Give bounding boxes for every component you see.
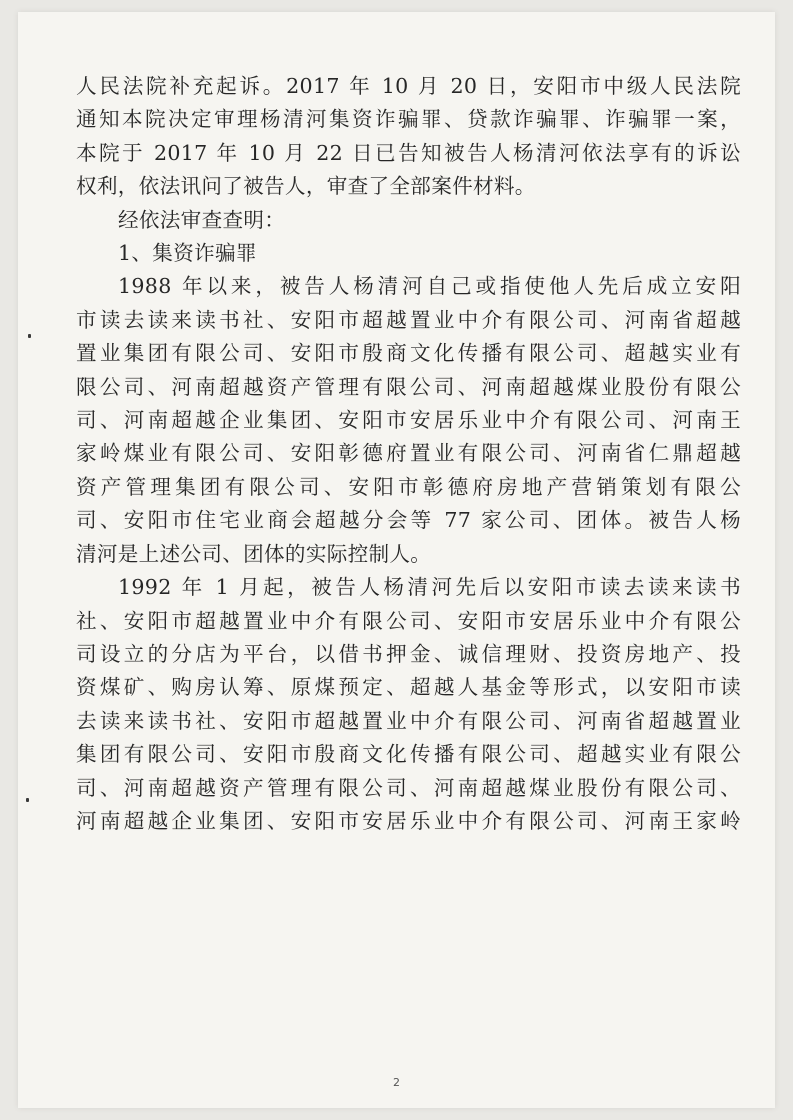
text-line: 河南超越企业集团、安阳市安居乐业中介有限公司、河南王家岭 xyxy=(76,808,741,833)
text-line: 市读去读来读书社、安阳市超越置业中介有限公司、河南省超越 xyxy=(76,307,741,332)
text-line: 司设立的分店为平台，以借书押金、诚信理财、投资房地产、投 xyxy=(76,641,741,666)
text-line: 资煤矿、购房认筹、原煤预定、超越人基金等形式，以安阳市读 xyxy=(76,675,741,700)
page-number: 2 xyxy=(393,1076,400,1089)
document-page xyxy=(18,12,775,1108)
text-line: 通知本院决定审理杨清河集资诈骗罪、贷款诈骗罪、诈骗罪一案， xyxy=(76,107,741,132)
text-line: 资产管理集团有限公司、安阳市彰德府房地产营销策划有限公 xyxy=(76,474,741,499)
text-line: 限公司、河南超越资产管理有限公司、河南超越煤业股份有限公 xyxy=(76,374,741,399)
text-line: 司、安阳市住宅业商会超越分会等 77 家公司、团体。被告人杨 xyxy=(76,508,741,533)
text-line: 去读来读书社、安阳市超越置业中介有限公司、河南省超越置业 xyxy=(76,708,741,733)
text-line: 本院于 2017 年 10 月 22 日已告知被告人杨清河依法享有的诉讼 xyxy=(76,140,741,165)
text-line: 权利，依法讯问了被告人，审查了全部案件材料。 xyxy=(76,174,536,199)
text-line: 1992 年 1 月起，被告人杨清河先后以安阳市读去读来读书 xyxy=(118,575,741,600)
text-line: 家岭煤业有限公司、安阳彰德府置业有限公司、河南省仁鼎超越 xyxy=(76,441,741,466)
text-line: 人民法院补充起诉。2017 年 10 月 20 日，安阳市中级人民法院 xyxy=(76,74,741,98)
document-body xyxy=(76,70,741,838)
text-line: 置业集团有限公司、安阳市殷商文化传播有限公司、超越实业有 xyxy=(76,341,741,366)
text-line: 社、安阳市超越置业中介有限公司、安阳市安居乐业中介有限公 xyxy=(76,608,741,633)
scan-speck xyxy=(28,334,31,338)
text-line: 集团有限公司、安阳市殷商文化传播有限公司、超越实业有限公 xyxy=(76,742,741,767)
section-intro: 经依法审查查明： xyxy=(118,207,286,232)
text-line: 清河是上述公司、团体的实际控制人。 xyxy=(76,541,432,566)
text-line: 司、河南超越资产管理有限公司、河南超越煤业股份有限公司、 xyxy=(76,775,741,800)
text-line: 1988 年以来，被告人杨清河自己或指使他人先后成立安阳 xyxy=(118,274,741,299)
text-line: 司、河南超越企业集团、安阳市安居乐业中介有限公司、河南王 xyxy=(76,408,741,433)
scan-speck xyxy=(26,798,29,802)
section-heading: 1、集资诈骗罪 xyxy=(118,241,257,266)
